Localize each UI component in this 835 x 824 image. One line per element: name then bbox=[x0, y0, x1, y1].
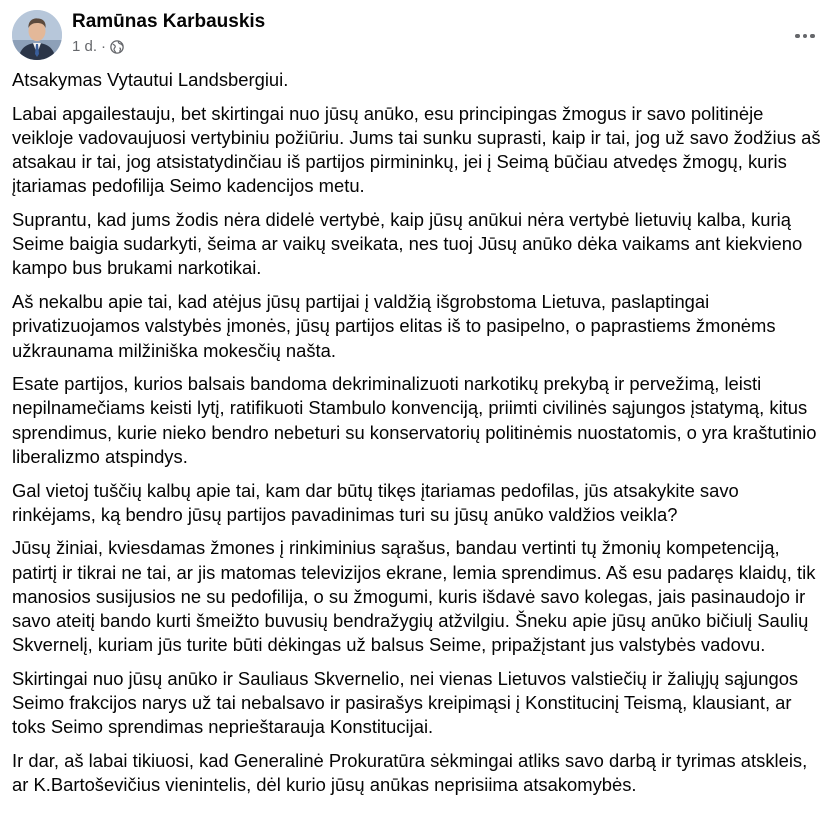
author-name[interactable]: Ramūnas Karbauskis bbox=[72, 11, 266, 32]
post-paragraph: Esate partijos, kurios balsais bandoma dekriminalizuoti narkotikų prekybą ir pervežimą, leisti nepilnamečiams keisti lytį, ratifikuoti Stambulo konvenciją, priimti civilinės sąjungos įstatymą, kitus sprendimus, kurie nieko bendro nebeturi su konservatorių politinėmis nuostatomis, o yra kraštutinio liberalizmo atspindys. bbox=[12, 373, 817, 467]
more-horizontal-icon-dot bbox=[810, 34, 815, 39]
globe-icon[interactable] bbox=[110, 40, 124, 54]
more-options-button[interactable] bbox=[787, 18, 823, 54]
post-paragraph: Aš nekalbu apie tai, kad atėjus jūsų partijai į valdžią išgrobstoma Lietuva, paslaptingai privatizuojamos valstybės įmonės, jūsų partijos elitas iš to pasipelno, o paprastiems žmonėms užkraunama milžiniška mokesčių našta. bbox=[12, 291, 776, 361]
post-paragraph: Ir dar, aš labai tikiuosi, kad Generalinė Prokuratūra sėkmingai atliks savo darbą ir tyrimas atskleis, ar K.Bartoševičius vienintelis, dėl kurio jūsų anūkas neprisiima atsakomybės. bbox=[12, 750, 808, 796]
post-header bbox=[12, 10, 823, 60]
more-horizontal-icon-dot bbox=[803, 34, 808, 39]
post-body bbox=[12, 68, 824, 807]
post-paragraph: Suprantu, kad jums žodis nėra didelė vertybė, kaip jūsų anūkui nėra vertybė lietuvių kalba, kurią Seime baigia sudarkyti, šeima ar vaikų sveikata, nes tuoj Jūsų anūko dėka vaikams ant kiekvieno kampo bus brukami narkotikai. bbox=[12, 209, 803, 279]
more-horizontal-icon-dot bbox=[795, 34, 800, 39]
post-paragraph: Jūsų žiniai, kviesdamas žmones į rinkiminius sąrašus, bandau vertinti tų žmonių kompetenciją, patirtį ir tikrai ne tai, ar jis matomas televizijos ekrane, lemia sprendimus. Aš esu padaręs klaidų, tik manosios susijusios ne su pedofilija, o su žmogumi, kuris išdavė savo kolegas, jais pasinaudojo ir savo ateitį bando kurti šmeižto buvusių bendražygių atžvilgiu. Šneku apie jūsų anūko bičiulį Saulių Skvernelį, kuriam jūs turite būti dėkingas už balsus Seime, pripažįstant jus valstybės vadovu. bbox=[12, 537, 816, 656]
author-avatar[interactable] bbox=[12, 10, 62, 60]
post-timestamp[interactable]: 1 d. bbox=[72, 38, 98, 55]
post-paragraph: Gal vietoj tuščių kalbų apie tai, kam dar būtų tikęs įtariamas pedofilas, jūs atsakykite savo rinkėjams, ką bendro jūsų partijos pavadinimas turi su jūsų anūko valdžios veikla? bbox=[12, 479, 739, 525]
post-paragraph: Labai apgailestauju, bet skirtingai nuo jūsų anūko, esu principingas žmogus ir savo politinėje veikloje vadovaujuosi vertybiniu požiūriu. Jums tai sunku suprasti, kaip ir tai, jog už savo žodžius aš atsakau ir tai, jog atsistatydinčiau iš partijos pirmininkų, jei į Seimą būčiau atvedęs žmogų, kuris įtariamas pedofilija Seimo kadencijos metu. bbox=[12, 102, 821, 197]
post-paragraph: Skirtingai nuo jūsų anūko ir Sauliaus Skvernelio, nei vienas Lietuvos valstiečių ir žaliųjų sąjungos Seimo frakcijos narys už tai nebalsavo ir pasirašys kreipimąsi į Konstitucinį Teismą, klausiant, ar toks Seimo sprendimas neprieštarauja Konstitucijai. bbox=[12, 667, 799, 738]
meta-separator: · bbox=[101, 38, 107, 55]
post-meta bbox=[72, 38, 124, 55]
post-paragraph: Atsakymas Vytautui Landsbergiui. bbox=[12, 69, 289, 90]
